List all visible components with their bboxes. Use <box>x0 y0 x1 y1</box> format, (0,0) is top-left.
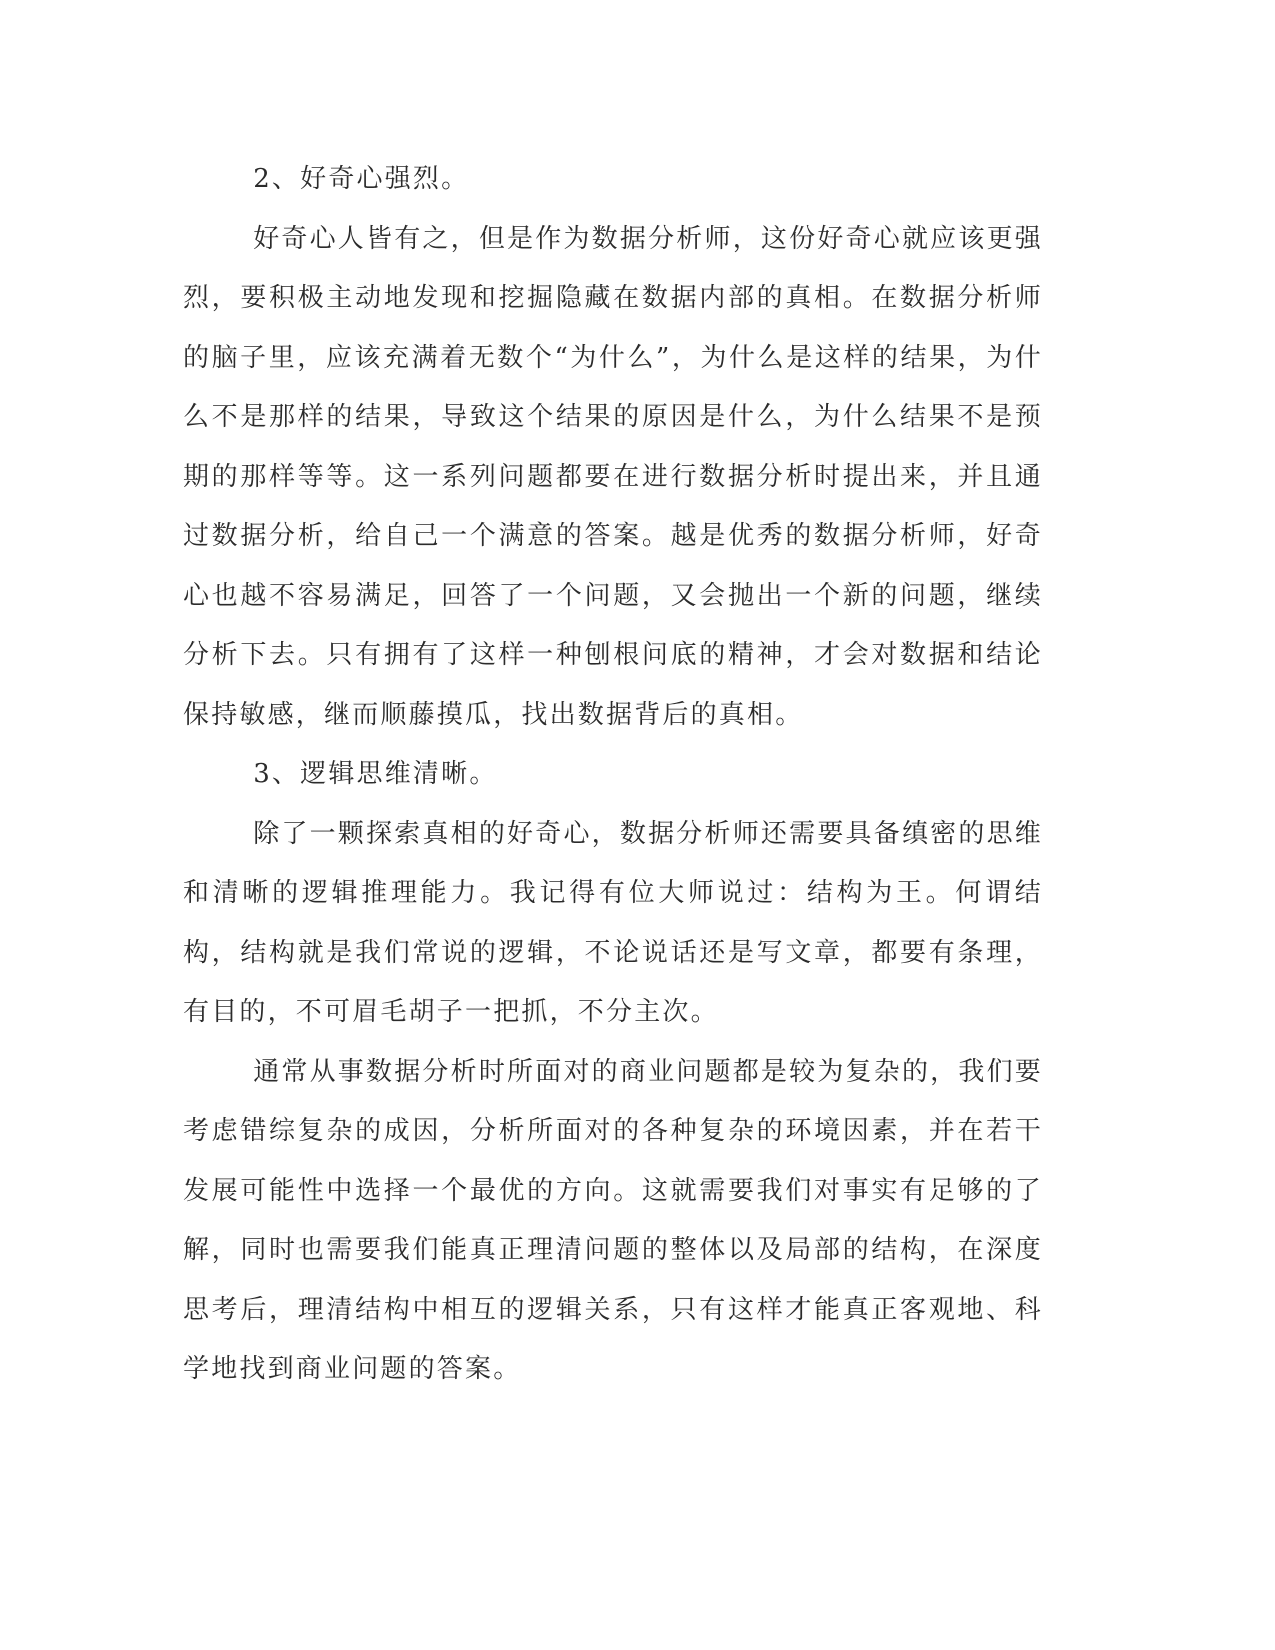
paragraph-logic-structure: 除了一颗探索真相的好奇心，数据分析师还需要具备缜密的思维和清晰的逻辑推理能力。我记得有位大师说过：结构为王。何谓结构，结构就是我们常说的逻辑，不论说话还是写文章，都要有条理，有目的，不可眉毛胡子一把抓，不分主次。 <box>183 818 1043 1027</box>
section-heading-logic: 3、逻辑思维清晰。 <box>253 759 498 789</box>
document-body <box>183 150 1043 1400</box>
paragraph-business-problems: 通常从事数据分析时所面对的商业问题都是较为复杂的，我们要考虑错综复杂的成因，分析所面对的各种复杂的环境因素，并在若干发展可能性中选择一个最优的方向。这就需要我们对事实有足够的了解，同时也需要我们能真正理清问题的整体以及局部的结构，在深度思考后，理清结构中相互的逻辑关系，只有这样才能真正客观地、科学地找到商业问题的答案。 <box>183 1056 1043 1384</box>
section-heading-curiosity: 2、好奇心强烈。 <box>253 164 470 194</box>
paragraph-curiosity: 好奇心人皆有之，但是作为数据分析师，这份好奇心就应该更强烈，要积极主动地发现和挖掘隐藏在数据内部的真相。在数据分析师的脑子里，应该充满着无数个“为什么”，为什么是这样的结果，为什么不是那样的结果，导致这个结果的原因是什么，为什么结果不是预期的那样等等。这一系列问题都要在进行数据分析时提出来，并且通过数据分析，给自己一个满意的答案。越是优秀的数据分析师，好奇心也越不容易满足，回答了一个问题，又会抛出一个新的问题，继续分析下去。只有拥有了这样一种刨根问底的精神，才会对数据和结论保持敏感，继而顺藤摸瓜，找出数据背后的真相。 <box>183 223 1043 730</box>
